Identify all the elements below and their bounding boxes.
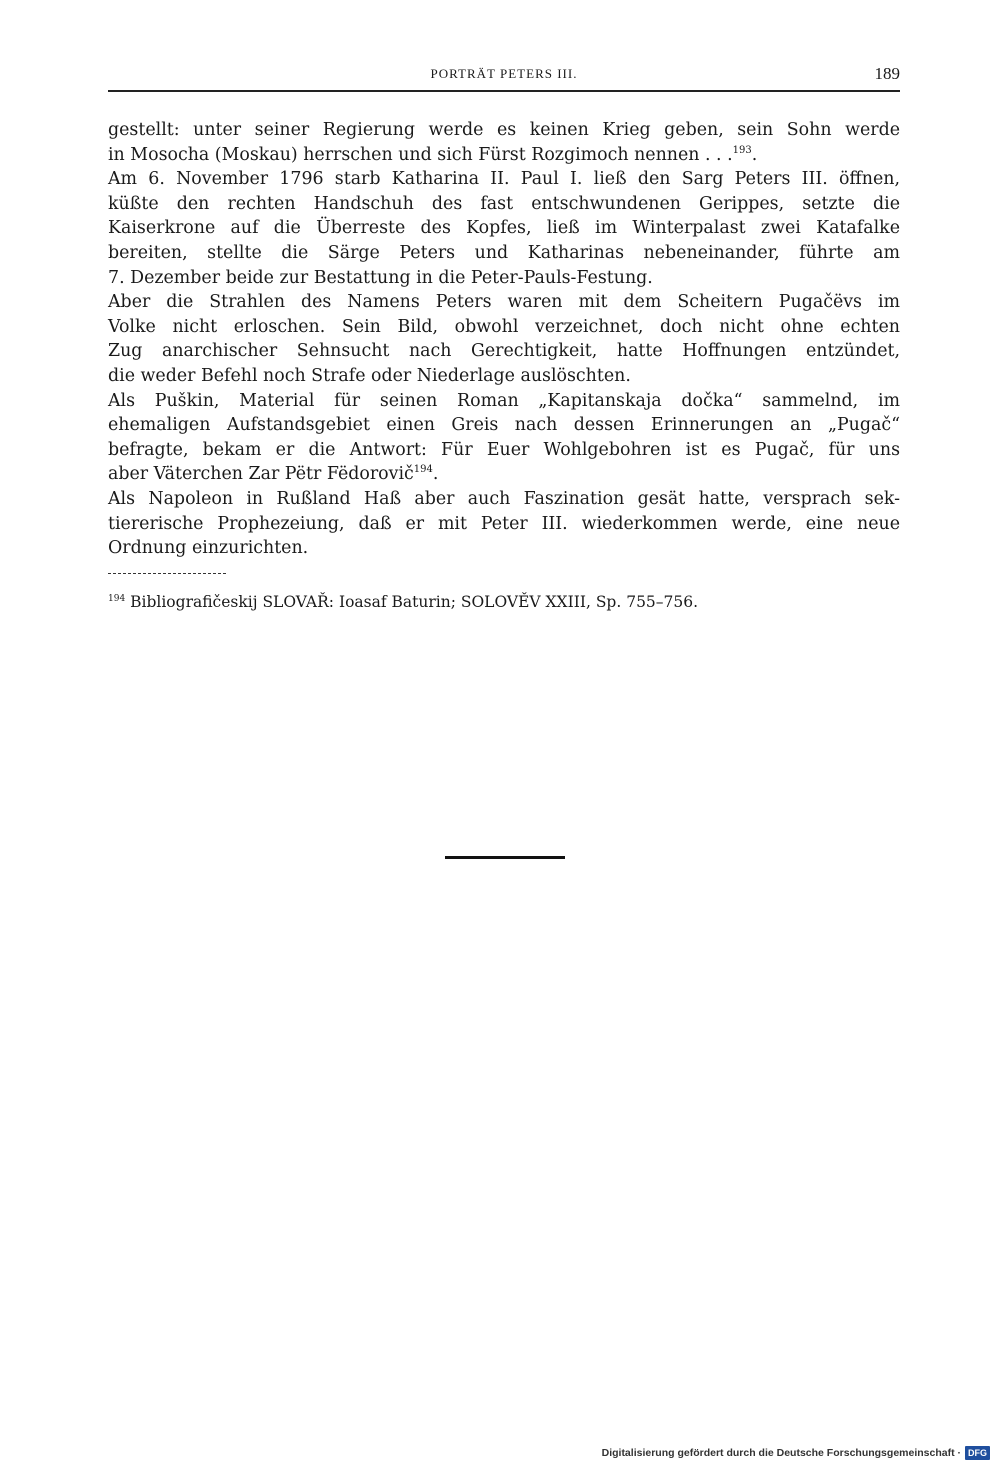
text-line: gestellt: unter seiner Regierung werde es keinen Krieg geben, sein Sohn werde xyxy=(108,120,900,140)
line-tail: . xyxy=(751,144,758,165)
footnote-reference: 194 xyxy=(413,464,433,476)
page-number: 189 xyxy=(874,64,900,83)
text-line: tiererische Prophezeiung, daß er mit Peter III. wiederkommen werde, eine neue xyxy=(108,513,900,534)
text-line xyxy=(108,143,900,168)
footnote xyxy=(108,592,900,612)
paragraph-1 xyxy=(108,118,900,167)
text-line: Volke nicht erloschen. Sein Bild, obwohl verzeichnet, doch nicht ohne echten xyxy=(108,316,900,337)
text-line: küßte den rechten Handschuh des fast entschwundenen Gerippes, setzte die xyxy=(108,193,900,214)
text-line xyxy=(108,462,900,487)
paragraph-4 xyxy=(108,389,900,487)
text-line: bereiten, stellte die Särge Peters und Katharinas nebeneinander, führte am xyxy=(108,242,900,263)
text-line: Am 6. November 1796 starb Katharina II. Paul I. ließ den Sarg Peters III. öffnen, xyxy=(108,169,900,190)
paragraph-3 xyxy=(108,290,900,388)
paragraph-2 xyxy=(108,167,900,290)
text-line: ehemaligen Aufstandsgebiet einen Greis nach dessen Erinnerungen an „Pugač“ xyxy=(108,415,900,436)
digitization-credit xyxy=(602,1444,990,1462)
text-line: Als Napoleon in Rußland Haß aber auch Faszination gesät hatte, versprach sek- xyxy=(108,488,900,509)
text-line-content: aber Väterchen Zar Pëtr Fëdorovič xyxy=(108,464,414,485)
line-tail: . xyxy=(432,464,439,485)
running-header xyxy=(108,64,900,92)
text-line-content: in Mosocha (Moskau) herrschen und sich Fürst Rozgimoch nennen . . . xyxy=(108,144,733,165)
text-line: Zug anarchischer Sehnsucht nach Gerechtigkeit, hatte Hoffnungen entzündet, xyxy=(108,341,900,362)
footnote-separator xyxy=(108,573,226,574)
credit-text: Digitalisierung gefördert durch die Deutsche Forschungsgemeinschaft · xyxy=(601,1447,961,1459)
text-line: 7. Dezember beide zur Bestattung in die Peter-Pauls-Festung. xyxy=(108,267,653,288)
running-title: PORTRÄT PETERS III. xyxy=(430,66,578,81)
dfg-logo: DFG xyxy=(965,1446,990,1460)
text-line: Ordnung einzurichten. xyxy=(108,538,309,559)
body-text xyxy=(108,118,900,561)
footnote-reference: 193 xyxy=(732,144,752,156)
text-line: befragte, bekam er die Antwort: Für Euer Wohlgebohren ist es Pugač, für uns xyxy=(108,439,900,460)
footnote-number: 194 xyxy=(108,593,126,604)
end-of-text-rule xyxy=(445,856,565,859)
paragraph-5 xyxy=(108,487,900,561)
text-line: Aber die Strahlen des Namens Peters waren mit dem Scheitern Pugačëvs im xyxy=(108,292,900,313)
text-line: Kaiserkrone auf die Überreste des Kopfes, ließ im Winterpalast zwei Katafalke xyxy=(108,218,900,239)
footnote-text: Bibliografičeskij SLOVAŘ: Ioasaf Baturin; SOLOVĚV XXIII, Sp. 755–756. xyxy=(130,593,699,611)
text-line: die weder Befehl noch Strafe oder Niederlage auslöschten. xyxy=(108,365,631,386)
text-line: Als Puškin, Material für seinen Roman „Kapitanskaja dočka“ sammelnd, im xyxy=(108,390,900,411)
